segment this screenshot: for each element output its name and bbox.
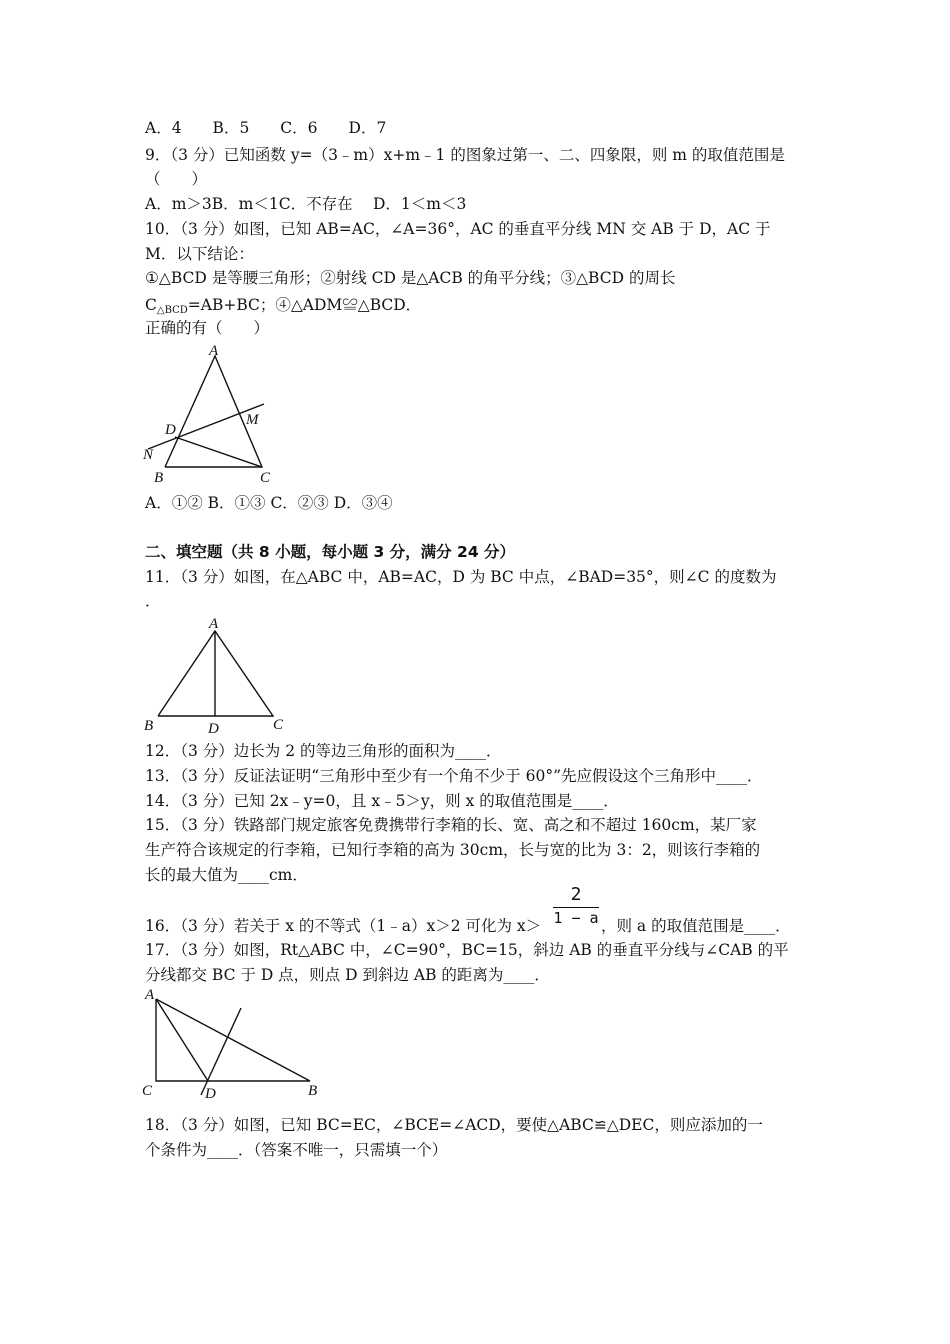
q15-text-line2: 生产符合该规定的行李箱，已知行李箱的高为 30cm，长与宽的比为 3：2，则该行李箱的 [145,841,761,859]
q10-perimeter-symbol: C [145,296,157,314]
q11-label-d: D [208,721,219,737]
q18-text-line2: 个条件为____．（答案不唯一，只需填一个） [145,1141,448,1159]
q18-text-line1: 18．（3 分）如图，已知 BC=EC，∠BCE=∠ACD，要使△ABC≌△DEC，则应添加的一 [145,1116,763,1134]
q10-label-c: C [260,470,270,486]
q17-label-b: B [308,1083,318,1099]
q10-text-line2: M．以下结论： [145,245,254,263]
q17-text-line1: 17．（3 分）如图，Rt△ABC 中，∠C=90°，BC=15，斜边 AB 的垂直平分线与∠CAB 的平 [145,941,789,959]
section-2-heading: 二、填空题（共 8 小题，每小题 3 分，满分 24 分） [145,543,516,561]
q11-text-line2: ． [145,592,161,610]
q10-perimeter-subscript: △BCD [156,305,188,316]
q10-label-a: A [209,343,219,359]
q16-text-before: 16．（3 分）若关于 x 的不等式（1﹣a）x＞2 可化为 x＞ [145,917,542,935]
q15-text-line1: 15．（3 分）铁路部门规定旅客免费携带行李箱的长、宽、高之和不超过 160cm，某厂家 [145,816,757,834]
q10-text-line5: 正确的有（ ） [145,319,270,337]
q17-label-d: D [205,1086,216,1102]
q14-text: 14．（3 分）已知 2x﹣y=0，且 x﹣5＞y，则 x 的取值范围是____． [145,792,619,810]
q16-fraction-numerator: 2 [553,884,599,908]
q10-label-d: D [165,422,176,438]
q9-options: A．m＞3B．m＜1C．不存在 D．1＜m＜3 [145,195,467,213]
q11-text-line1: 11．（3 分）如图，在△ABC 中，AB=AC，D 为 BC 中点，∠BAD=35°，则∠C 的度数为 [145,568,777,586]
q15-text-line3: 长的最大值为____cm． [145,866,308,884]
q10-figure [140,340,270,490]
q10-text-line3: ①△BCD 是等腰三角形；②射线 CD 是△ACB 的角平分线；③△BCD 的周长 [145,269,676,287]
q17-figure [138,985,328,1103]
q9-text-line1: 9．（3 分）已知函数 y=（3﹣m）x+m﹣1 的图象过第一、二、四象限，则 m 的取值范围是 [145,146,785,164]
q17-text-line2: 分线都交 BC 于 D 点，则点 D 到斜边 AB 的距离为____． [145,966,550,984]
q16-fraction-denominator: 1 − a [553,909,599,927]
q17-perpendicular-bisector [201,1008,241,1095]
q8-options: A．4 B．5 C．6 D．7 [145,119,387,137]
q17-segment-ad [156,999,208,1081]
q10-text-line1: 10．（3 分）如图，已知 AB=AC，∠A=36°，AC 的垂直平分线 MN 交 AB 于 D，AC 于 [145,220,771,238]
q13-text: 13．（3 分）反证法证明“三角形中至少有一个角不少于 60°”先应假设这个三角形中____． [145,767,763,785]
q11-label-b: B [144,718,154,734]
q10-options: A．①② B．①③ C．②③ D．③④ [145,494,393,512]
q16-text-after: ，则 a 的取值范围是____． [601,917,791,935]
q16-fraction [553,884,599,928]
q10-label-n: N [143,447,154,463]
q9-text-line2: （ ） [145,170,208,188]
q11-figure [138,612,298,737]
q12-text: 12．（3 分）边长为 2 的等边三角形的面积为____． [145,742,502,760]
q11-label-a: A [209,616,219,632]
q10-text-line4-rest: =AB+BC；④△ADM≌△BCD． [187,296,422,314]
q10-label-m: M [246,412,259,428]
q11-label-c: C [273,717,284,733]
q17-triangle-abc [156,999,310,1081]
q17-label-c: C [142,1083,153,1099]
q17-label-a: A [145,987,155,1003]
q10-label-b: B [154,470,164,486]
q10-segment-cd [175,437,262,467]
